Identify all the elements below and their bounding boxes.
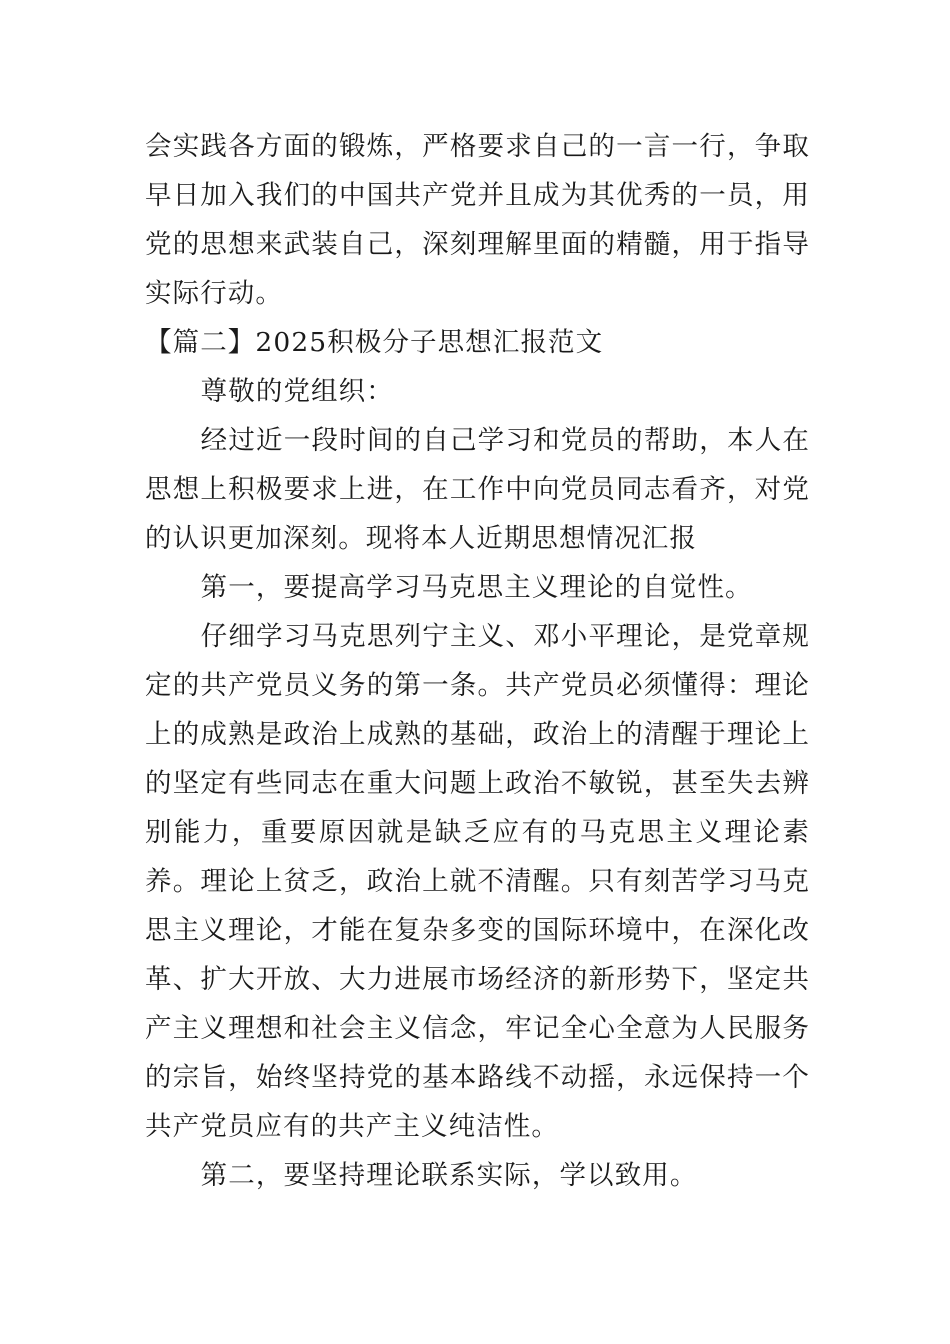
point-two-heading: 第二，要坚持理论联系实际，学以致用。: [200, 1160, 698, 1191]
paragraph-continuation: 会实践各方面的锻炼，严格要求自己的一言一行，争取早日加入我们的中国共产党并且成为其优秀的一员，用党的思想来武装自己，深刻理解里面的精髓，用于指导实际行动。: [145, 131, 810, 309]
document-body: [145, 122, 810, 1200]
point-one-body: 仔细学习马克思列宁主义、邓小平理论，是党章规定的共产党员义务的第一条。共产党员必须懂得：理论上的成熟是政治上成熟的基础，政治上的清醒于理论上的坚定有些同志在重大问题上政治不敏锐，甚至失去辨别能力，重要原因就是缺乏应有的马克思主义理论素养。理论上贫乏，政治上就不清醒。只有刻苦学习马克思主义理论，才能在复杂多变的国际环境中，在深化改革、扩大开放、大力进展市场经济的新形势下，坚定共产主义理想和社会主义信念，牢记全心全意为人民服务的宗旨，始终坚持党的基本路线不动摇，永远保持一个共产党员应有的共产主义纯洁性。: [145, 621, 810, 1142]
salutation: 尊敬的党组织：: [200, 376, 394, 407]
point-one-heading: 第一，要提高学习马克思主义理论的自觉性。: [200, 572, 753, 603]
section-heading: 【篇二】2025积极分子思想汇报范文: [145, 327, 604, 358]
paragraph-intro: 经过近一段时间的自己学习和党员的帮助，本人在思想上积极要求上进，在工作中向党员同志看齐，对党的认识更加深刻。现将本人近期思想情况汇报: [145, 425, 810, 554]
